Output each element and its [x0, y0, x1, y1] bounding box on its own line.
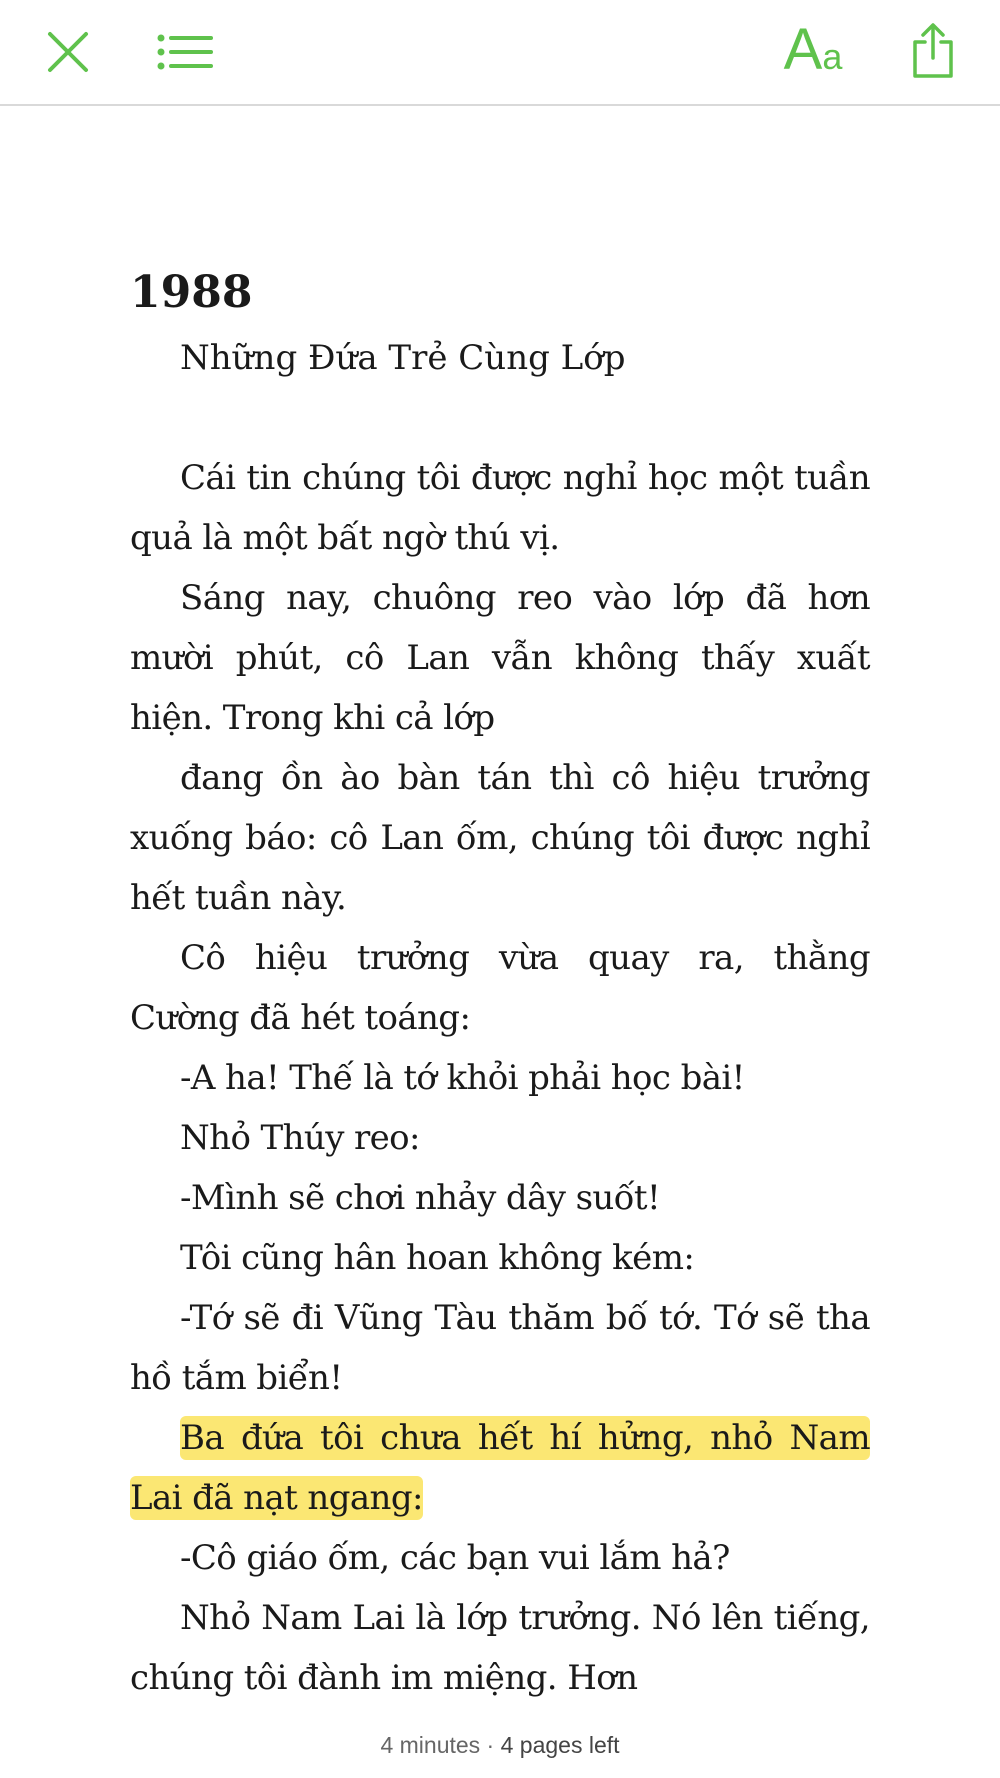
paragraph[interactable]: Tôi cũng hân hoan không kém: — [180, 1238, 695, 1278]
paragraph[interactable]: -Cô giáo ốm, các bạn vui lắm hả? — [180, 1538, 730, 1578]
chapter-title: 1988 — [130, 267, 253, 318]
paragraph[interactable]: Sáng nay, chuông reo vào lớp đã hơn mười phút, cô Lan vẫn không thấy xuất hiện. Trong khi cả lớp — [130, 578, 870, 738]
paragraph[interactable]: Cô hiệu trưởng vừa quay ra, thằng Cường đã hét toáng: — [130, 938, 870, 1038]
paragraph[interactable]: Cái tin chúng tôi được nghỉ học một tuần quả là một bất ngờ thú vị. — [130, 458, 870, 558]
book-page — [130, 258, 870, 1708]
reader-toolbar — [0, 0, 1000, 106]
pages-left: 4 pages left — [500, 1732, 620, 1758]
paragraph[interactable]: -Tớ sẽ đi Vũng Tàu thăm bố tớ. Tớ sẽ tha hồ tắm biển! — [130, 1298, 870, 1398]
share-button[interactable] — [900, 14, 966, 88]
highlighted-paragraph[interactable] — [130, 1408, 870, 1528]
text-highlight[interactable]: Ba đứa tôi chưa hết hí hửng, nhỏ Nam Lai đã nạt ngang: — [130, 1418, 870, 1518]
paragraph[interactable]: -Mình sẽ chơi nhảy dây suốt! — [180, 1178, 661, 1218]
paragraph-spacer — [130, 388, 870, 448]
time-left: 4 minutes — [380, 1732, 481, 1758]
font-size-icon: Aa — [783, 17, 843, 82]
paragraph[interactable]: -A ha! Thế là tớ khỏi phải học bài! — [180, 1058, 745, 1098]
share-icon — [911, 22, 955, 80]
table-of-contents-button[interactable] — [150, 20, 220, 84]
font-settings-button[interactable] — [776, 14, 850, 86]
close-icon — [46, 30, 90, 74]
chapter-subtitle: Những Đứa Trẻ Cùng Lớp — [180, 338, 626, 378]
separator-dot: · — [480, 1732, 501, 1758]
reading-progress — [0, 1732, 1000, 1759]
close-button[interactable] — [36, 20, 100, 84]
list-icon — [157, 34, 213, 70]
paragraph[interactable]: Nhỏ Nam Lai là lớp trưởng. Nó lên tiếng, chúng tôi đành im miệng. Hơn — [130, 1598, 870, 1698]
paragraph[interactable]: Nhỏ Thúy reo: — [180, 1118, 420, 1158]
paragraph[interactable]: đang ồn ào bàn tán thì cô hiệu trưởng xuống báo: cô Lan ốm, chúng tôi được nghỉ hết tuần này. — [130, 758, 870, 918]
